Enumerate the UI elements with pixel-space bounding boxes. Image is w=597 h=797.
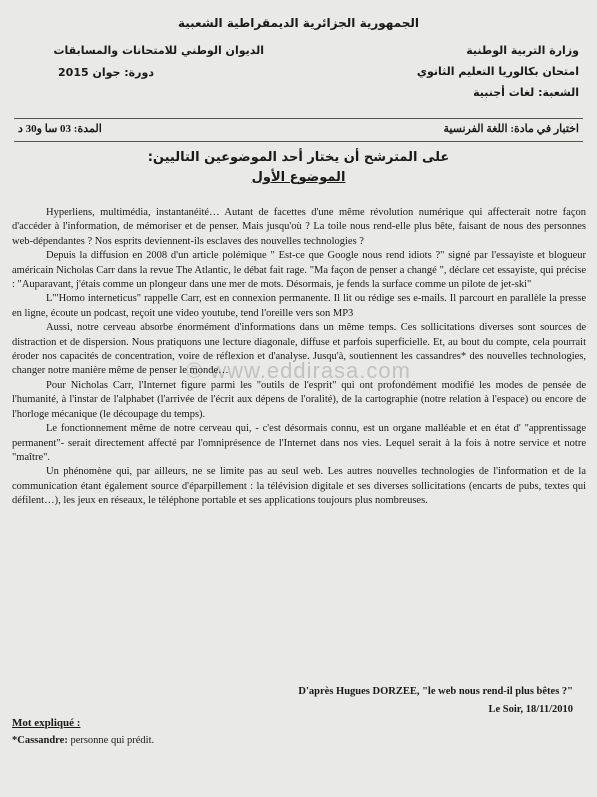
subject-test-label: اختبار في مادة: اللغة الفرنسية bbox=[443, 123, 579, 135]
source-author: D'après Hugues DORZEE, "le web nous rend-il plus bêtes ?" bbox=[298, 686, 573, 697]
office-label: الديوان الوطني للامتحانات والمسابقات bbox=[53, 44, 264, 57]
paragraph: Un phénomène qui, par ailleurs, ne se limite pas au seul web. Les autres nouvelles technologies de l'information et de la communication étant également source d'éparpillement : la télévision digitale et ses diverses sollicitations (encarts de pubs, textes qui défilent…), les jeux en réseaux, le téléphone portable et ses applications toujours plus nombreuses. bbox=[12, 466, 586, 507]
duration-label: المدة: 03 سا و30 د bbox=[18, 123, 102, 135]
source-citation bbox=[153, 683, 573, 719]
paragraph: L'"Homo interneticus" rappelle Carr, est en connexion permanente. Il lit ou rédige ses e-mails. Il parcourt en parallèle la presse en ligne, écoute un podcast, reçoit une video youtube, tend l'oreille vers son MP3 bbox=[12, 293, 586, 319]
paragraph: Hyperliens, multimédia, instantanéité… Autant de facettes d'une même révolution numérique qui affecterait notre façon d'accéder à l'information, de mémoriser et de penser. Mais jusqu'où ? La toile nous rend-elle plus bête, faisant de nous des personnes web-dépendantes ? Nos esprits deviennent-ils esclaves des nouvelles technologies ? bbox=[12, 207, 586, 247]
paragraph: Depuis la diffusion en 2008 d'un article polémique " Est-ce que Google nous rend idiots ?" signé par l'essayiste et blogueur américain Nicholas Carr dans la revue The Atlantic, le débat fait rage. "Ma façon de penser a changé ", déclare cet essayiste, qui précise : "Auparavant, j'étais comme un plongeur dans une mer de mots. Désormais, je fends la surface comme un pilote de jet-ski" bbox=[12, 250, 586, 291]
ministry-label: وزارة التربية الوطنية bbox=[466, 44, 579, 57]
exam-label: امتحان بكالوريا التعليم الثانوي bbox=[416, 65, 579, 78]
subject-heading bbox=[0, 170, 597, 185]
session-label: دورة: جوان 2015 bbox=[58, 66, 154, 79]
header-left-block bbox=[14, 40, 264, 84]
article-text bbox=[12, 206, 586, 509]
paragraph: Aussi, notre cerveau absorbe énormément d'informations dans un même temps. Ces sollicitations diverses sont sources de distraction et de dispersion. Nous pratiquons une lecture diagonale, diffuse et parfois superficielle. Et, au bout du compte, cela pourrait éroder nos capacités de concentration, voire de réflexion et d'analyse. Jusqu'à, soutiennent les cassandres* des nouvelles technologies, changer notre manière même de penser le monde… bbox=[12, 322, 586, 377]
source-publication: Le Soir, 18/11/2010 bbox=[488, 704, 573, 715]
instruction: على المترشح أن يختار أحد الموضوعين التاليين: bbox=[147, 150, 450, 165]
glossary-term: *Cassandre: bbox=[12, 735, 68, 746]
watermark: © www.eddirasa.com bbox=[186, 358, 411, 383]
subject-title: الموضوع الأول bbox=[251, 170, 346, 185]
exam-info-band bbox=[14, 118, 583, 142]
header-right-block bbox=[349, 40, 579, 103]
glossary-title: Mot expliqué : bbox=[12, 717, 81, 729]
stream-label: الشعبة: لغات أجنبية bbox=[473, 86, 579, 99]
glossary-meaning: personne qui prédit. bbox=[67, 735, 155, 746]
republic-title: الجمهورية الجزائرية الديمقراطية الشعبية bbox=[177, 16, 420, 30]
paragraph: Le fonctionnement même de notre cerveau qui, - c'est désormais connu, est un organe malléable et en état d' "apprentissage permanent"- serait directement affecté par l'omniprésence de l'Internet dans nos vies. Lequel serait à la fois à notre service et notre "maître". bbox=[12, 423, 586, 463]
glossary-definition bbox=[12, 735, 154, 746]
paragraph: Pour Nicholas Carr, l'Internet figure parmi les "outils de l'esprit" qui ont profondément modifié les modes de pensée de l'humanité, à l'instar de l'alphabet (l'arrivée de l'écrit aux dépens de l'oralité), de la cartographie (notre relation à l'espace) ou encore de l'horloge mécanique (le découpage du temps). bbox=[12, 379, 586, 420]
